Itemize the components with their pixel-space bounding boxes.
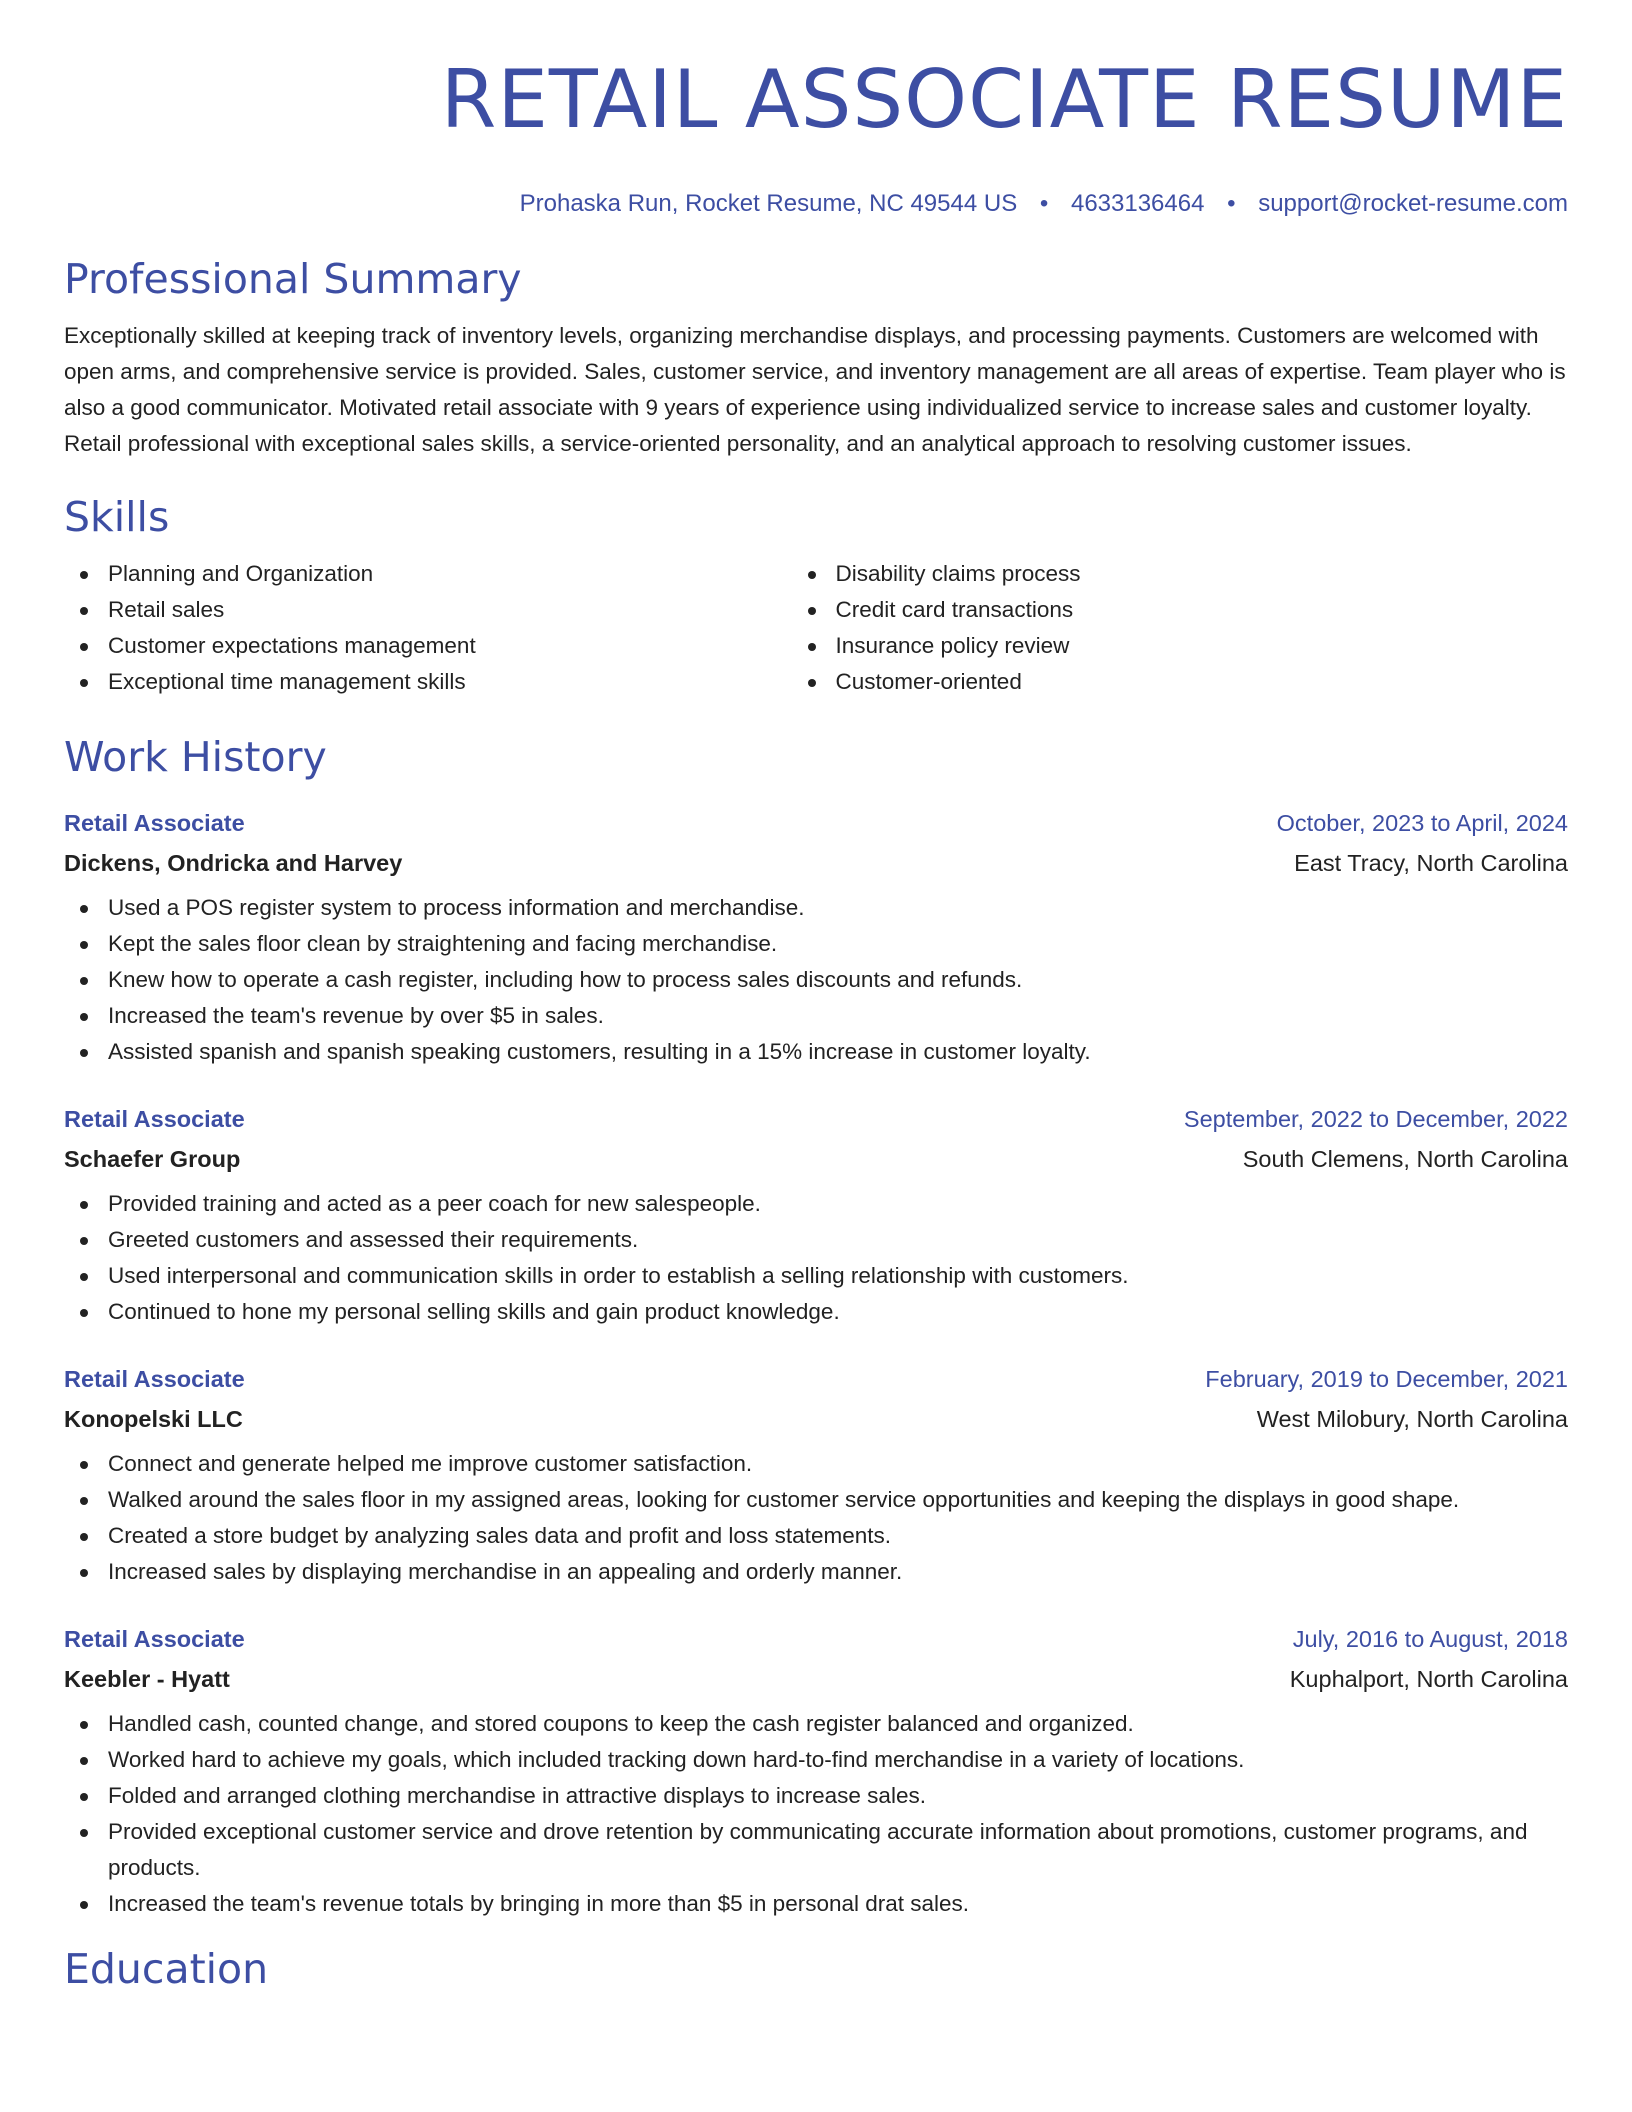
skills-list-right xyxy=(836,556,1569,700)
contact-email: support@rocket-resume.com xyxy=(1258,190,1568,217)
education-heading: Education xyxy=(64,1945,269,1993)
job-title: Retail Associate xyxy=(64,1626,245,1652)
job-company: Dickens, Ondricka and Harvey xyxy=(64,850,403,876)
skill-item: Planning and Organization xyxy=(108,556,841,592)
job-company: Schaefer Group xyxy=(64,1146,241,1172)
job-header-row xyxy=(64,1364,1568,1394)
job-location: West Milobury, North Carolina xyxy=(1256,1406,1568,1432)
job-dates: October, 2023 to April, 2024 xyxy=(1276,810,1568,836)
job-bullets xyxy=(64,1186,1568,1330)
job-bullet: Greeted customers and assessed their requirements. xyxy=(64,1222,1568,1258)
job-company-row xyxy=(64,1664,1568,1694)
job-bullets xyxy=(64,1446,1568,1590)
contact-line xyxy=(64,188,1568,220)
skills-heading: Skills xyxy=(64,493,170,541)
work-history-heading: Work History xyxy=(64,733,327,781)
job-bullet: Increased the team's revenue by over $5 in sales. xyxy=(64,998,1568,1034)
job-dates: September, 2022 to December, 2022 xyxy=(1183,1106,1568,1132)
skill-item: Customer expectations management xyxy=(108,628,841,664)
summary-heading: Professional Summary xyxy=(64,255,522,303)
job-bullet: Worked hard to achieve my goals, which included tracking down hard-to-find merchandise in a variety of locations. xyxy=(64,1742,1568,1778)
job-bullet: Connect and generate helped me improve customer satisfaction. xyxy=(64,1446,1568,1482)
job-company: Keebler - Hyatt xyxy=(64,1666,230,1692)
job-company-row xyxy=(64,1144,1568,1174)
job-company: Konopelski LLC xyxy=(64,1406,243,1432)
job-bullet: Provided exceptional customer service and drove retention by communicating accurate information about promotions, customer programs, and products. xyxy=(64,1814,1568,1886)
job-header-row xyxy=(64,1104,1568,1134)
contact-separator: • xyxy=(1039,190,1049,217)
job-bullet: Created a store budget by analyzing sales data and profit and loss statements. xyxy=(64,1518,1568,1554)
skill-item: Credit card transactions xyxy=(836,592,1569,628)
job-bullet: Handled cash, counted change, and stored coupons to keep the cash register balanced and organized. xyxy=(64,1706,1568,1742)
job-location: East Tracy, North Carolina xyxy=(1294,850,1568,876)
resume-name: RETAIL ASSOCIATE RESUME xyxy=(440,53,1568,146)
job-bullet: Increased sales by displaying merchandise in an appealing and orderly manner. xyxy=(64,1554,1568,1590)
job-bullets xyxy=(64,1706,1568,1922)
job-company-row xyxy=(64,1404,1568,1434)
skills-grid xyxy=(64,556,1568,700)
job-entry xyxy=(64,1104,1568,1330)
job-bullet: Folded and arranged clothing merchandise in attractive displays to increase sales. xyxy=(64,1778,1568,1814)
summary-text: Exceptionally skilled at keeping track of inventory levels, organizing merchandise displays, and processing payments. Customers are welcomed with open arms, and comprehensive service is provided. Sales, customer service, and inventory management are all areas of expertise. Team player who is also a good communicator. Motivated retail associate with 9 years of experience using individualized service to increase sales and customer loyalty. Retail professional with exceptional sales skills, a service-oriented personality, and an analytical approach to resolving customer issues. xyxy=(64,323,1566,456)
job-title: Retail Associate xyxy=(64,1366,245,1392)
job-title: Retail Associate xyxy=(64,810,245,836)
work-history-section xyxy=(64,732,1568,1922)
skill-item: Insurance policy review xyxy=(836,628,1569,664)
job-title: Retail Associate xyxy=(64,1106,245,1132)
skill-item: Retail sales xyxy=(108,592,841,628)
job-bullet: Increased the team's revenue totals by bringing in more than $5 in personal drat sales. xyxy=(64,1886,1568,1922)
job-entry xyxy=(64,808,1568,1070)
skills-list-left xyxy=(64,556,841,700)
job-bullet: Continued to hone my personal selling skills and gain product knowledge. xyxy=(64,1294,1568,1330)
job-dates: February, 2019 to December, 2021 xyxy=(1205,1366,1568,1392)
job-bullet: Provided training and acted as a peer coach for new salespeople. xyxy=(64,1186,1568,1222)
contact-phone: 4633136464 xyxy=(1070,190,1205,217)
skill-item: Exceptional time management skills xyxy=(108,664,841,700)
skill-item: Customer-oriented xyxy=(836,664,1569,700)
job-bullet: Used a POS register system to process information and merchandise. xyxy=(64,890,1568,926)
contact-address: Prohaska Run, Rocket Resume, NC 49544 US xyxy=(519,190,1018,217)
job-bullet: Used interpersonal and communication skills in order to establish a selling relationship with customers. xyxy=(64,1258,1568,1294)
job-header-row xyxy=(64,1624,1568,1654)
job-company-row xyxy=(64,848,1568,878)
job-bullets xyxy=(64,890,1568,1070)
skill-item: Disability claims process xyxy=(836,556,1569,592)
job-location: Kuphalport, North Carolina xyxy=(1289,1666,1568,1692)
job-entry xyxy=(64,1624,1568,1922)
job-bullet: Assisted spanish and spanish speaking customers, resulting in a 15% increase in customer loyalty. xyxy=(64,1034,1568,1070)
job-bullet: Walked around the sales floor in my assigned areas, looking for customer service opportunities and keeping the displays in good shape. xyxy=(64,1482,1568,1518)
contact-separator: • xyxy=(1227,190,1236,217)
education-section xyxy=(64,1944,1568,1994)
job-header-row xyxy=(64,808,1568,838)
resume-header xyxy=(64,0,1568,220)
job-entry xyxy=(64,1364,1568,1590)
summary-section xyxy=(64,254,1568,462)
job-bullet: Kept the sales floor clean by straightening and facing merchandise. xyxy=(64,926,1568,962)
job-dates: July, 2016 to August, 2018 xyxy=(1292,1626,1568,1652)
job-bullet: Knew how to operate a cash register, including how to process sales discounts and refunds. xyxy=(64,962,1568,998)
skills-section xyxy=(64,492,1568,700)
job-location: South Clemens, North Carolina xyxy=(1242,1146,1568,1172)
